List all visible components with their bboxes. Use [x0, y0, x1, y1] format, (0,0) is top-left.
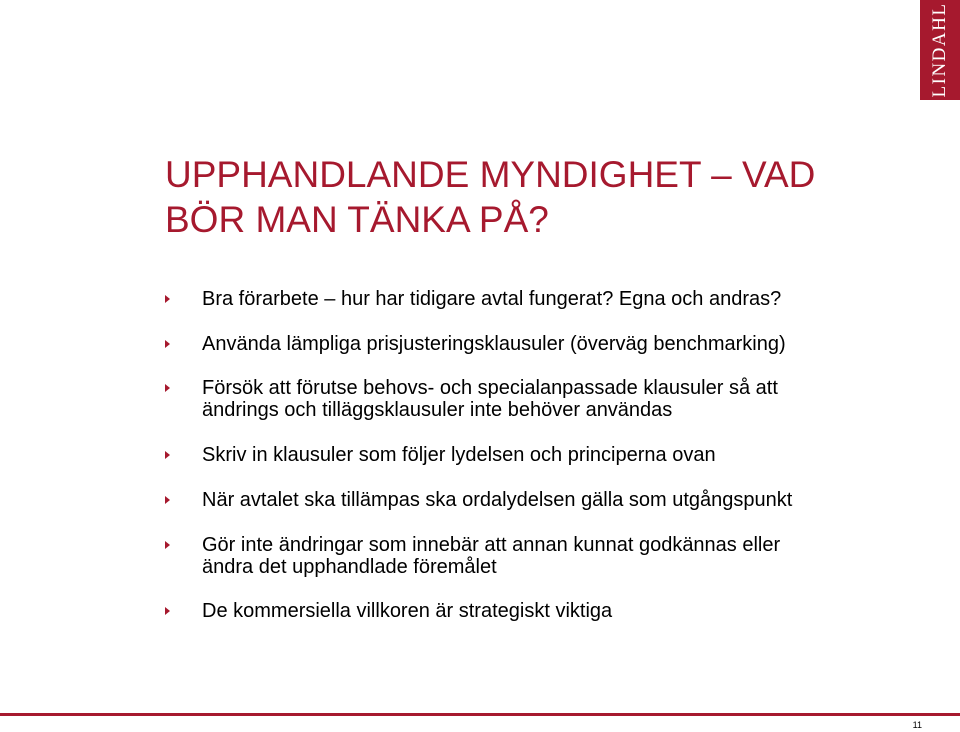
- triangle-bullet-icon: [165, 496, 170, 504]
- triangle-bullet-icon: [165, 541, 170, 549]
- triangle-bullet-icon: [165, 607, 170, 615]
- bullet-text-continuation: ändrings och tilläggsklausuler inte behöver användas: [202, 399, 673, 421]
- bullet-item: [202, 444, 922, 466]
- triangle-bullet-icon: [165, 451, 170, 459]
- logo-text: LINDAHL: [929, 2, 950, 98]
- bullet-text: Gör inte ändringar som innebär att annan kunnat godkännas eller: [202, 534, 781, 556]
- triangle-bullet-icon: [165, 384, 170, 392]
- bullet-item: [202, 489, 922, 511]
- bullet-text: Använda lämpliga prisjusteringsklausuler (överväg benchmarking): [202, 333, 786, 355]
- page-number: 11: [912, 720, 922, 730]
- bullet-text: De kommersiella villkoren är strategiskt viktiga: [202, 600, 613, 622]
- bullet-item: [202, 333, 922, 355]
- bullet-text: När avtalet ska tillämpas ska ordalydelsen gälla som utgångspunkt: [202, 489, 793, 511]
- bullet-item: [202, 377, 922, 421]
- slide-title-line-1: UPPHANDLANDE MYNDIGHET – VAD: [165, 154, 816, 195]
- bullet-item: [202, 288, 922, 310]
- bullet-text: Skriv in klausuler som följer lydelsen och principerna ovan: [202, 444, 716, 466]
- triangle-bullet-icon: [165, 340, 170, 348]
- bullet-text: Försök att förutse behovs- och specialanpassade klausuler så att: [202, 377, 778, 399]
- slide-title-line-2: BÖR MAN TÄNKA PÅ?: [165, 199, 549, 240]
- triangle-bullet-icon: [165, 295, 170, 303]
- footer-divider: [0, 713, 960, 716]
- bullet-text-continuation: ändra det upphandlade föremålet: [202, 556, 497, 578]
- bullet-item: [202, 600, 922, 622]
- bullet-text: Bra förarbete – hur har tidigare avtal fungerat? Egna och andras?: [202, 288, 782, 310]
- bullet-item: [202, 534, 922, 578]
